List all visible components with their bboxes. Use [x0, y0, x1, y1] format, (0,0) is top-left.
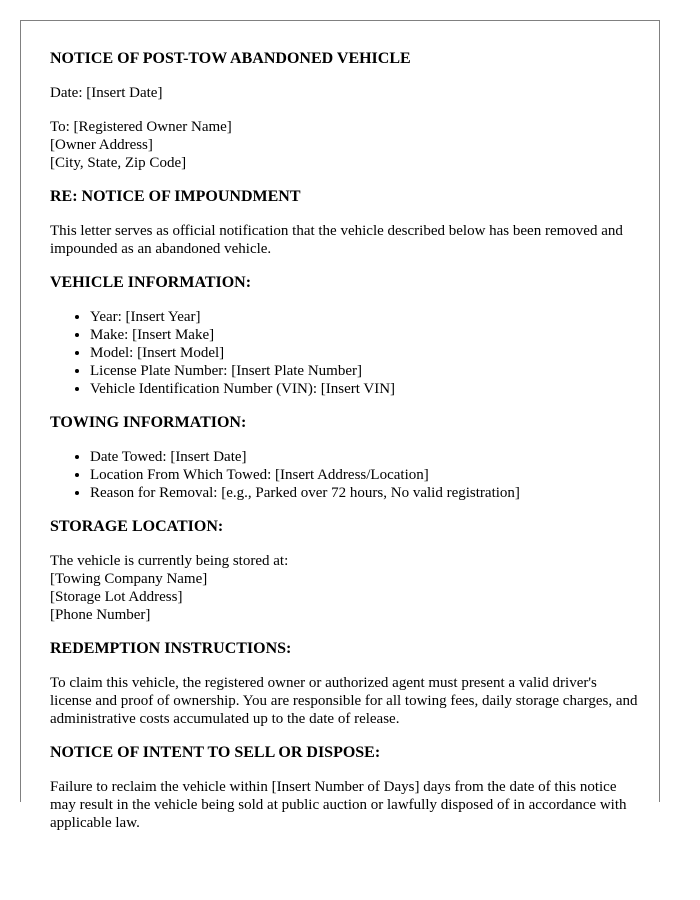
intent-paragraph: Failure to reclaim the vehicle within [Insert Number of Days] days from the date of this notice may result in the vehicle being sold at public auction or lawfully disposed of in accordance with applicable law. [50, 779, 627, 831]
intro-paragraph: This letter serves as official notification that the vehicle described below has been removed and impounded as an abandoned vehicle. [50, 223, 623, 257]
storage-location-heading: STORAGE LOCATION: [50, 518, 224, 535]
list-item: • Date Towed: [Insert Date] [90, 448, 642, 466]
redemption-heading: REDEMPTION INSTRUCTIONS: [50, 640, 292, 657]
storage-line: [Phone Number] [50, 607, 151, 623]
towing-info-list [50, 448, 642, 502]
date-line: Date: [Insert Date] [50, 85, 163, 101]
document-content [50, 50, 642, 848]
list-item: • Make: [Insert Make] [90, 326, 642, 344]
address-line: [Owner Address] [50, 137, 153, 153]
towing-info-heading: TOWING INFORMATION: [50, 414, 247, 431]
redemption-paragraph: To claim this vehicle, the registered owner or authorized agent must present a valid driver's license and proof of ownership. You are responsible for all towing fees, daily storage charges, and administrative costs accumulated up to the date of release. [50, 675, 638, 727]
list-item: • Location From Which Towed: [Insert Address/Location] [90, 466, 642, 484]
storage-location-block [50, 552, 642, 624]
address-line: [City, State, Zip Code] [50, 155, 187, 171]
document-page [20, 20, 660, 831]
recipient-address [50, 118, 642, 172]
list-item: • License Plate Number: [Insert Plate Number] [90, 362, 642, 380]
document-title: NOTICE OF POST-TOW ABANDONED VEHICLE [50, 50, 411, 67]
address-line: To: [Registered Owner Name] [50, 119, 232, 135]
re-heading: RE: NOTICE OF IMPOUNDMENT [50, 188, 301, 205]
vehicle-info-heading: VEHICLE INFORMATION: [50, 274, 252, 291]
storage-line: [Towing Company Name] [50, 571, 208, 587]
list-item: • Year: [Insert Year] [90, 308, 642, 326]
list-item: • Reason for Removal: [e.g., Parked over 72 hours, No valid registration] [90, 484, 642, 502]
storage-line: [Storage Lot Address] [50, 589, 183, 605]
list-item: • Vehicle Identification Number (VIN): [Insert VIN] [90, 380, 642, 398]
vehicle-info-list [50, 308, 642, 398]
storage-line: The vehicle is currently being stored at: [50, 553, 289, 569]
intent-heading: NOTICE OF INTENT TO SELL OR DISPOSE: [50, 744, 381, 761]
list-item: • Model: [Insert Model] [90, 344, 642, 362]
